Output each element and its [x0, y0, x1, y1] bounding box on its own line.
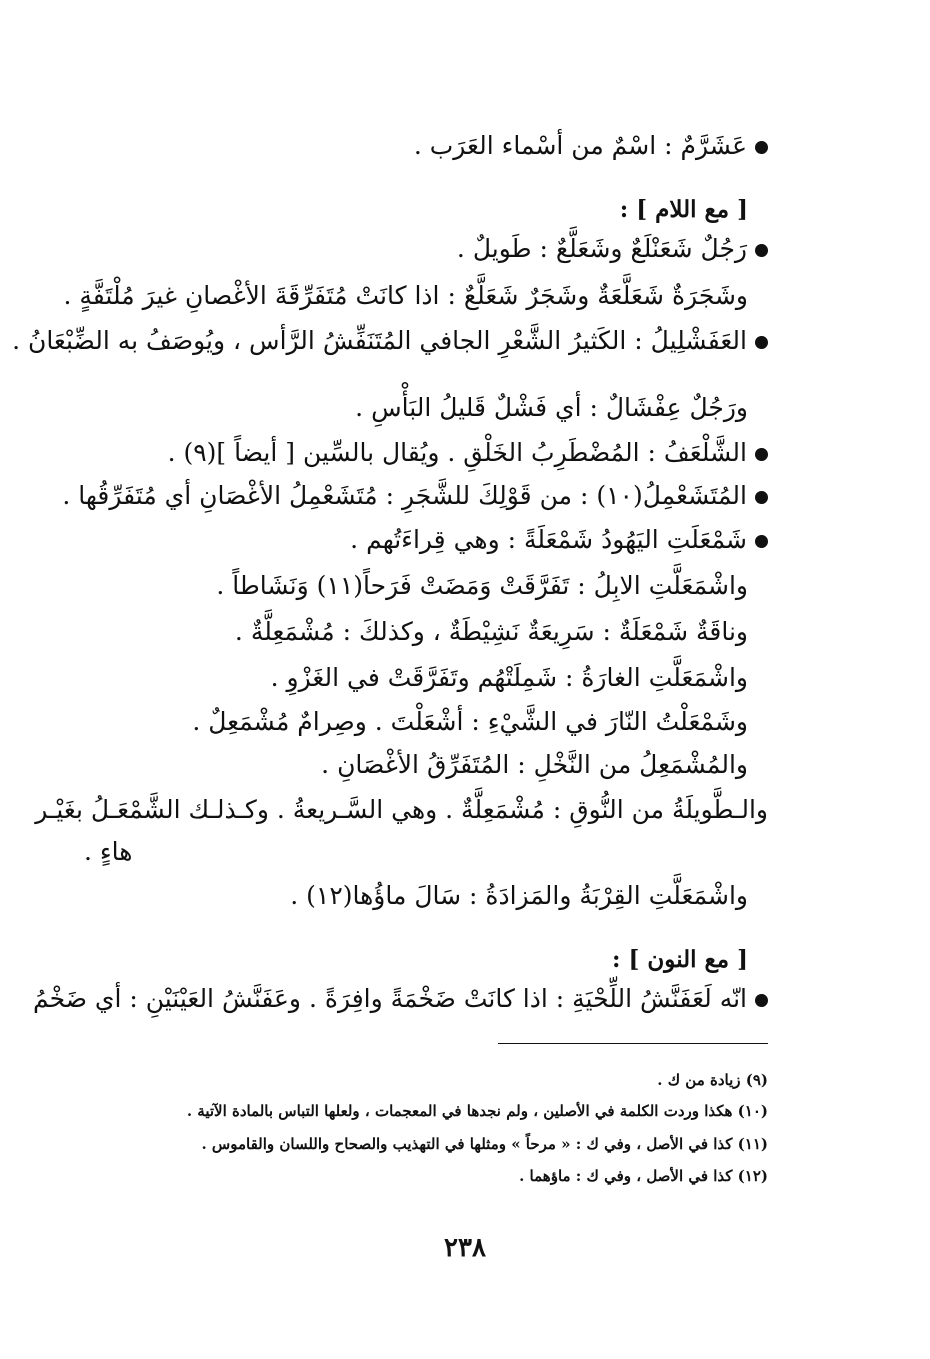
entry-continuation: واشْمَعَلَّتِ الغارَةُ : شَمِلَتْهُم وتَفَرَّقَتْ في الغَزْوِ . [270, 663, 748, 692]
bullet-icon [755, 535, 768, 548]
entry-continuation: وشَجَرَةٌ شَعَلَّعَةٌ وشَجَرٌ شَعَلَّعٌ : اذا كانَتْ مُتَفَرِّقَةَ الأغْصانِ غيرَ مُلْتَفَّةٍ . [63, 281, 748, 310]
page-number: ٢٣٨ [444, 1233, 486, 1263]
bullet-icon [755, 244, 768, 257]
entry-line: عَشَرَّمٌ : اسْمٌ من أسْماء العَرَب . [414, 126, 768, 166]
entry-line: الشَّلْعَفُ : المُضْطَرِبُ الخَلْقِ . ويُقال بالسِّين [ أيضاً ](٩) . [168, 433, 768, 473]
footnote: (١٠) هكذا وردت الكلمة في الأصلين ، ولم نجدها في المعجمات ، ولعلها التباس بالمادة الآتية . [186, 1102, 768, 1120]
entry-continuation: ورَجُلٌ عِفْشَالٌ : أي فَشْلٌ قَليلُ البَأْسِ . [355, 393, 748, 422]
bullet-icon [755, 141, 768, 154]
entry-line: العَفَشْلِيلُ : الكَثيرُ الشَّعْرِ الجافي المُتَنَفِّشُ الرَّأس ، ويُوصَفُ به الضِّبْعَانُ . [12, 321, 768, 361]
entry-continuation: وناقَةٌ شَمْعَلَةٌ : سَرِيعَةٌ نَشِيْطَةٌ ، وكذلكَ : مُشْمَعِلَّةٌ . [234, 617, 748, 646]
bullet-icon [755, 336, 768, 349]
section-heading-nun: [ مع النون ] : [612, 946, 748, 973]
footnote: (١١) كذا في الأصل ، وفي ك : « مرحاً » ومثلها في التهذيب والصحاح واللسان والقاموس . [201, 1135, 768, 1153]
entry-continuation: والمُشْمَعِلُ من النَّخْلِ : المُتَفَرِّقُ الأغْصَانِ . [321, 750, 748, 779]
footnote: (٩) زيادة من ك . [657, 1071, 768, 1089]
entry-continuation-end: هاءٍ . [84, 837, 133, 866]
entry-line: شَمْعَلَتِ اليَهُودُ شَمْعَلَةً : وهي قِراءَتُهم . [350, 520, 768, 560]
entry-continuation: واشْمَعَلَّتِ الابِلُ : تَفَرَّقَتْ وَمَضَتْ فَرَحاً(١١) وَنَشَاطاً . [216, 571, 748, 600]
entry-line: رَجُلٌ شَعَنْلَعٌ وشَعَلَّعٌ : طَويلٌ . [457, 229, 768, 269]
entry-continuation: والـطَّويلَةُ من النُّوقِ : مُشْمَعِلَّةٌ . وهي السَّـريعةُ . وكـذلـك الشَّمْعَـلُ بغَيْـر [35, 795, 768, 824]
entry-line: المُتَشَعْمِلُ(١٠) : من قَوْلِكَ للشَّجَرِ : مُتَشَعْمِلُ الأغْصَانِ أي مُتَفَرِّقُها . [62, 476, 768, 516]
section-heading-lam: [ مع اللام ] : [619, 196, 748, 223]
entry-line: انّه لَعَفَنَّشُ اللِّحْيَةِ : اذا كانَتْ ضَخْمَةً وافِرَةً . وعَفَنَّشُ العَيْنَيْنِ : أي ضَخْمُ [80, 979, 768, 1019]
bullet-icon [755, 994, 768, 1007]
bullet-icon [755, 448, 768, 461]
entry-continuation: وشَمْعَلْتُ النّارَ في الشَّيْءِ : أشْعَلْتَ . وصِرامٌ مُشْمَعِلٌ . [192, 707, 748, 736]
footnote-separator [498, 1043, 768, 1044]
entry-continuation: واشْمَعَلَّتِ القِرْبَةُ والمَزادَةُ : سَالَ ماؤُها(١٢) . [290, 881, 748, 910]
bullet-icon [755, 491, 768, 504]
footnote: (١٢) كذا في الأصل ، وفي ك : ماؤهما . [519, 1167, 768, 1185]
